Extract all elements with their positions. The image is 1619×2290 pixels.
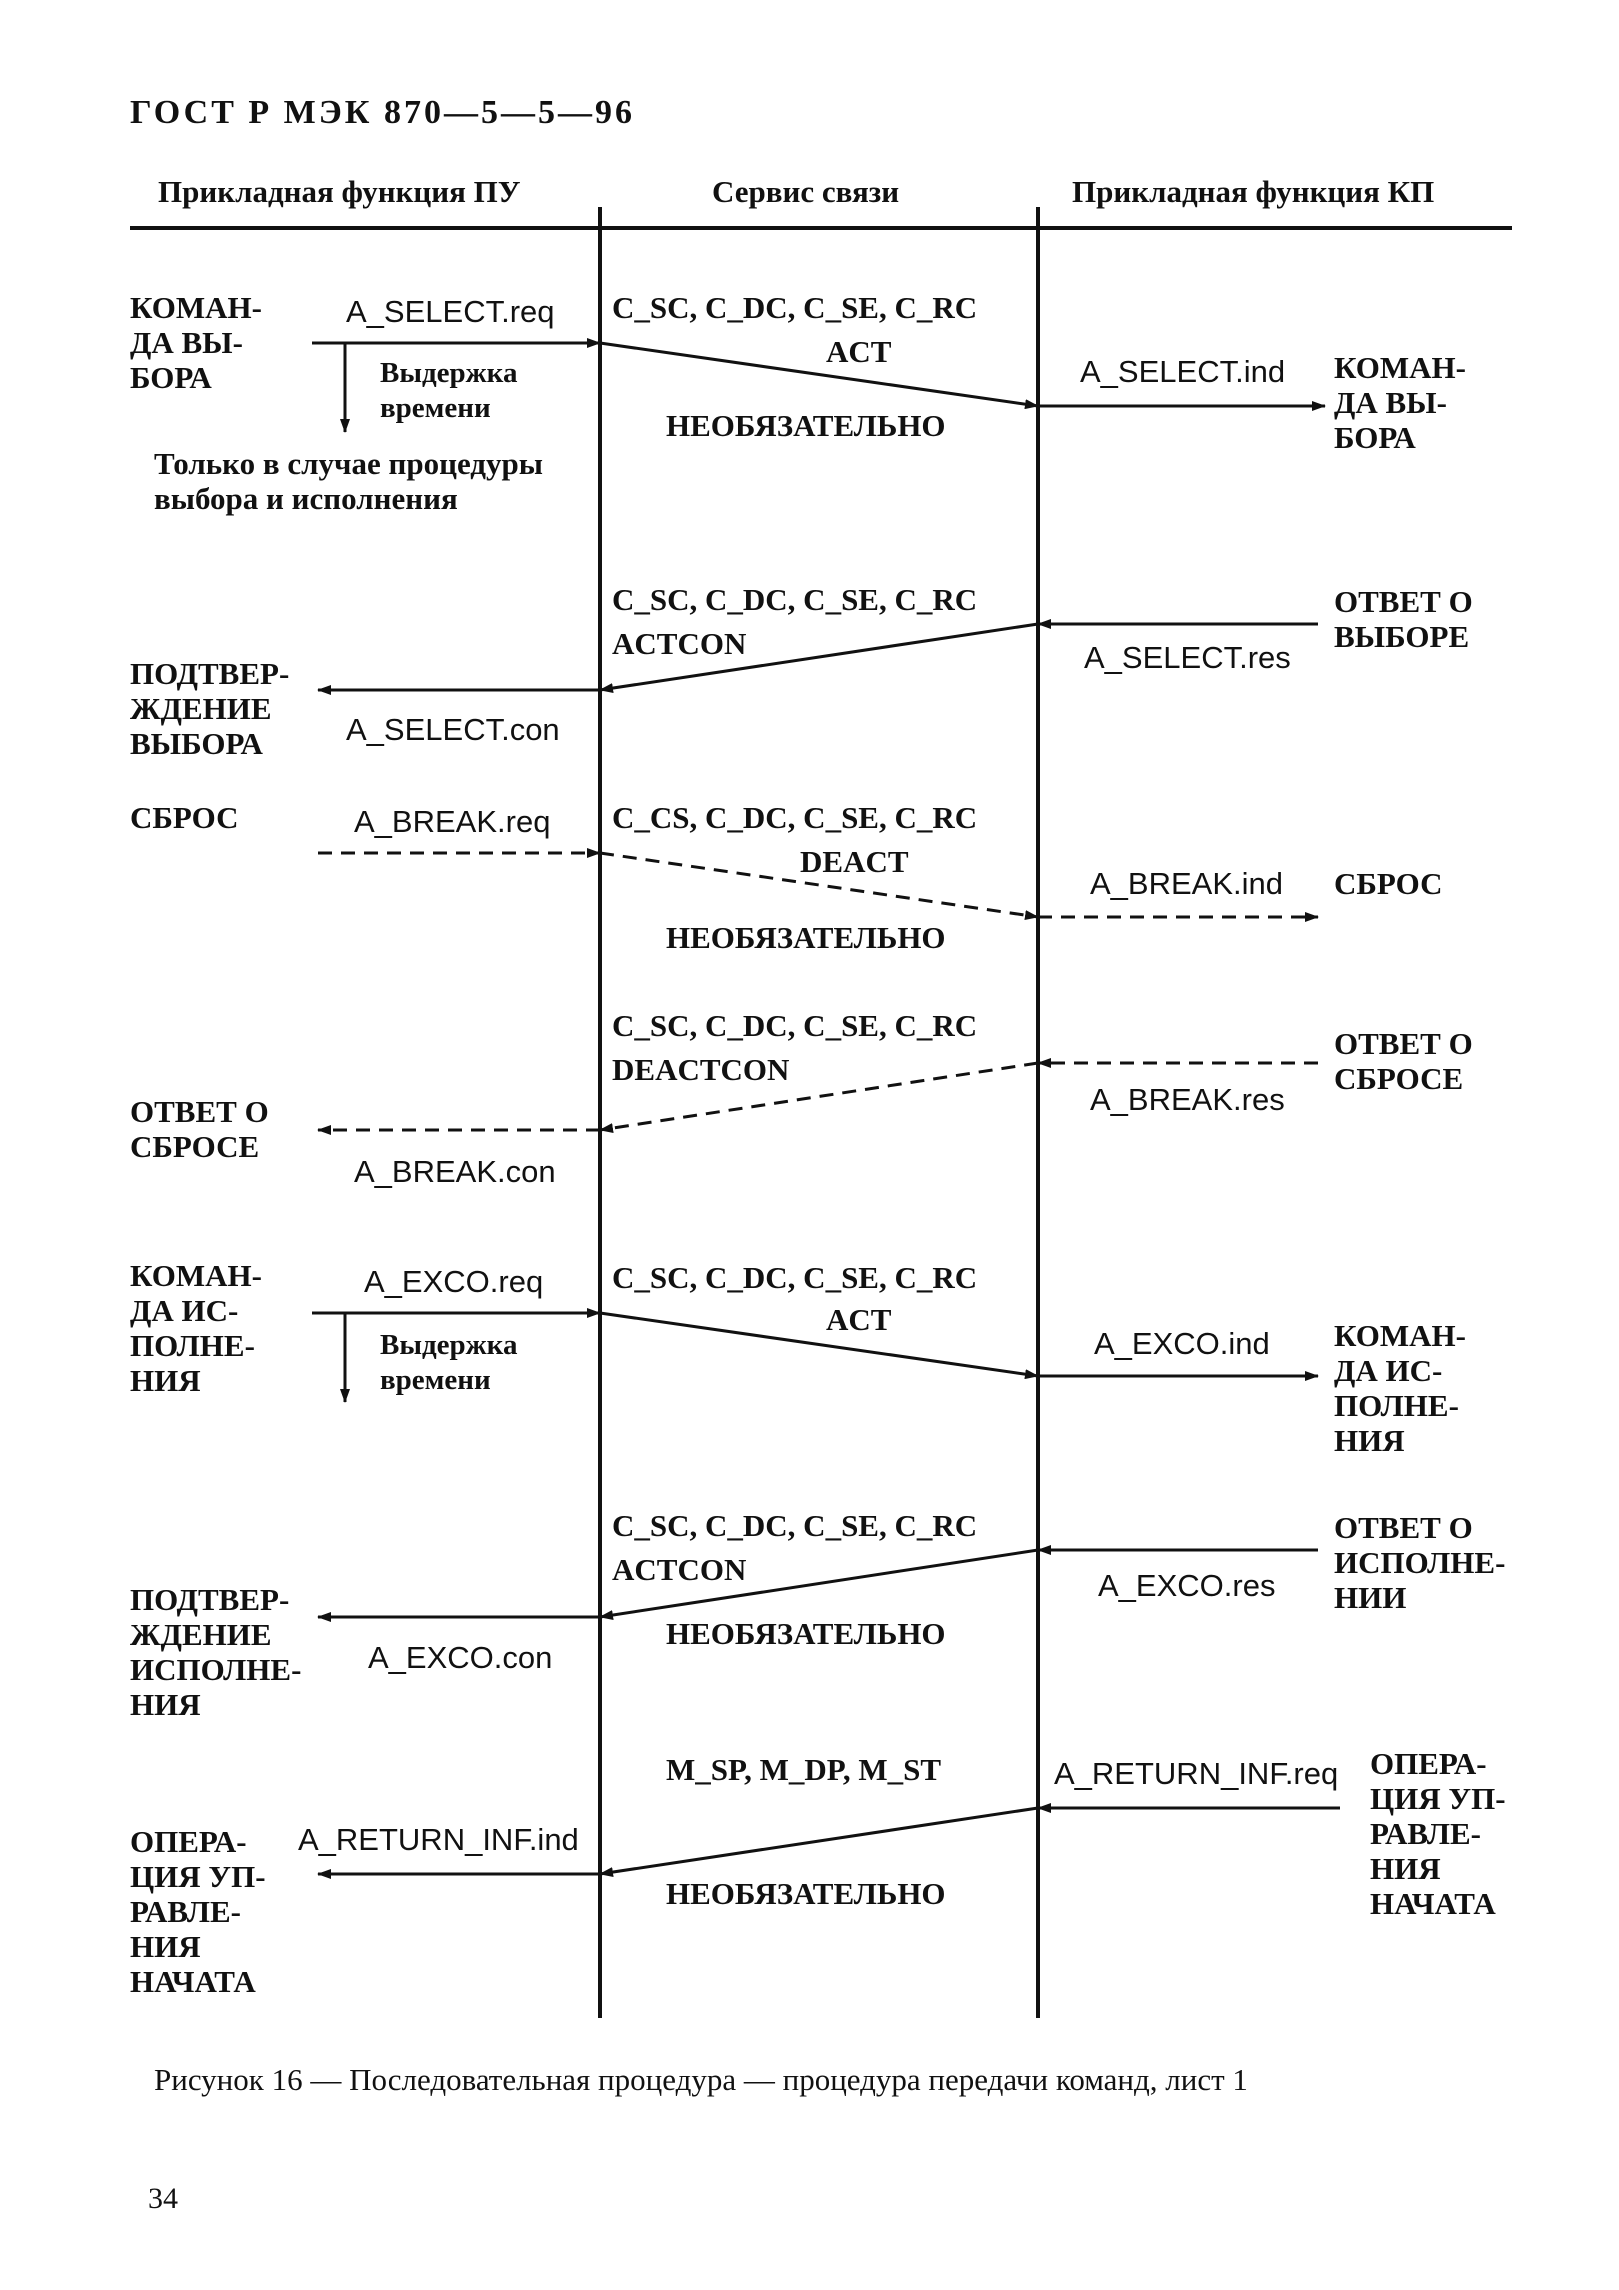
msg-exco-con: A_EXCO.con <box>368 1640 553 1675</box>
msg-select-req: A_SELECT.req <box>346 294 555 329</box>
msg-return-ind: A_RETURN_INF.ind <box>298 1822 579 1857</box>
optional-break: НЕОБЯЗАТЕЛЬНО <box>666 920 946 955</box>
service-return: M_SP, M_DP, M_ST <box>666 1752 942 1787</box>
label-select-confirm-left: ПОДТВЕР- ЖДЕНИЕ ВЫБОРА <box>130 656 290 761</box>
label-break-answer-right: ОТВЕТ О СБРОСЕ <box>1334 1026 1473 1096</box>
service-type-actcon-select: ACTCON <box>612 626 747 661</box>
document-code: ГОСТ Р МЭК 870—5—5—96 <box>130 94 635 131</box>
optional-select: НЕОБЯЗАТЕЛЬНО <box>666 408 946 443</box>
arrow-return-transfer <box>600 1808 1038 1874</box>
label-exco-answer-right: ОТВЕТ О ИСПОЛНЕ- НИИ <box>1334 1510 1506 1615</box>
msg-select-ind: A_SELECT.ind <box>1080 354 1286 389</box>
msg-return-req: A_RETURN_INF.req <box>1054 1756 1339 1791</box>
service-type-actcon-exco: ACTCON <box>612 1552 747 1587</box>
msg-exco-res: A_EXCO.res <box>1098 1568 1276 1603</box>
optional-exco: НЕОБЯЗАТЕЛЬНО <box>666 1616 946 1651</box>
header-middle: Сервис связи <box>712 174 900 209</box>
msg-select-con: A_SELECT.con <box>346 712 560 747</box>
service-break-con: C_SC, C_DC, C_SE, C_RC <box>612 1008 978 1043</box>
service-type-deact: DEACT <box>800 844 909 879</box>
arrow-select-transfer <box>600 343 1038 406</box>
msg-break-con: A_BREAK.con <box>354 1154 556 1189</box>
label-break-answer-left: ОТВЕТ О СБРОСЕ <box>130 1094 269 1164</box>
label-select-command-right: КОМАН- ДА ВЫ- БОРА <box>1334 350 1466 455</box>
service-type-select: ACT <box>826 334 892 369</box>
header-left: Прикладная функция ПУ <box>158 174 521 209</box>
service-break: C_CS, C_DC, C_SE, C_RC <box>612 800 978 835</box>
optional-return: НЕОБЯЗАТЕЛЬНО <box>666 1876 946 1911</box>
delay-label-exco: Выдержка времени <box>380 1329 518 1396</box>
delay-label-select: Выдержка времени <box>380 357 518 424</box>
service-type-deactcon: DEACTCON <box>612 1052 790 1087</box>
label-exco-confirm-left: ПОДТВЕР- ЖДЕНИЕ ИСПОЛНЕ- НИЯ <box>130 1582 302 1722</box>
label-select-command: КОМАН- ДА ВЫ- БОРА <box>130 290 262 395</box>
service-type-act-exco: ACT <box>826 1302 892 1337</box>
msg-select-res: A_SELECT.res <box>1084 640 1291 675</box>
label-break-right: СБРОС <box>1334 866 1443 901</box>
page-number: 34 <box>148 2182 178 2215</box>
label-exco-command-left: КОМАН- ДА ИС- ПОЛНЕ- НИЯ <box>130 1258 262 1398</box>
service-exco-con: C_SC, C_DC, C_SE, C_RC <box>612 1508 978 1543</box>
msg-break-req: A_BREAK.req <box>354 804 551 839</box>
service-exco: C_SC, C_DC, C_SE, C_RC <box>612 1260 978 1295</box>
label-break-left: СБРОС <box>130 800 239 835</box>
label-exco-command-right: КОМАН- ДА ИС- ПОЛНЕ- НИЯ <box>1334 1318 1466 1458</box>
note-select-exec: Только в случае процедуры выбора и исполнения <box>154 446 543 516</box>
header-right: Прикладная функция КП <box>1072 174 1435 209</box>
msg-break-ind: A_BREAK.ind <box>1090 866 1283 901</box>
msg-exco-ind: A_EXCO.ind <box>1094 1326 1270 1361</box>
msg-exco-req: A_EXCO.req <box>364 1264 544 1299</box>
arrow-exco-transfer <box>600 1313 1038 1376</box>
label-select-answer-right: ОТВЕТ О ВЫБОРЕ <box>1334 584 1473 654</box>
label-return-left: ОПЕРА- ЦИЯ УП- РАВЛЕ- НИЯ НАЧАТА <box>130 1824 266 1999</box>
service-select-con: C_SC, C_DC, C_SE, C_RC <box>612 582 978 617</box>
msg-break-res: A_BREAK.res <box>1090 1082 1285 1117</box>
service-select: C_SC, C_DC, C_SE, C_RC <box>612 290 978 325</box>
figure-caption: Рисунок 16 — Последовательная процедура — процедура передачи команд, лист 1 <box>154 2062 1248 2097</box>
label-return-right: ОПЕРА- ЦИЯ УП- РАВЛЕ- НИЯ НАЧАТА <box>1370 1746 1506 1921</box>
